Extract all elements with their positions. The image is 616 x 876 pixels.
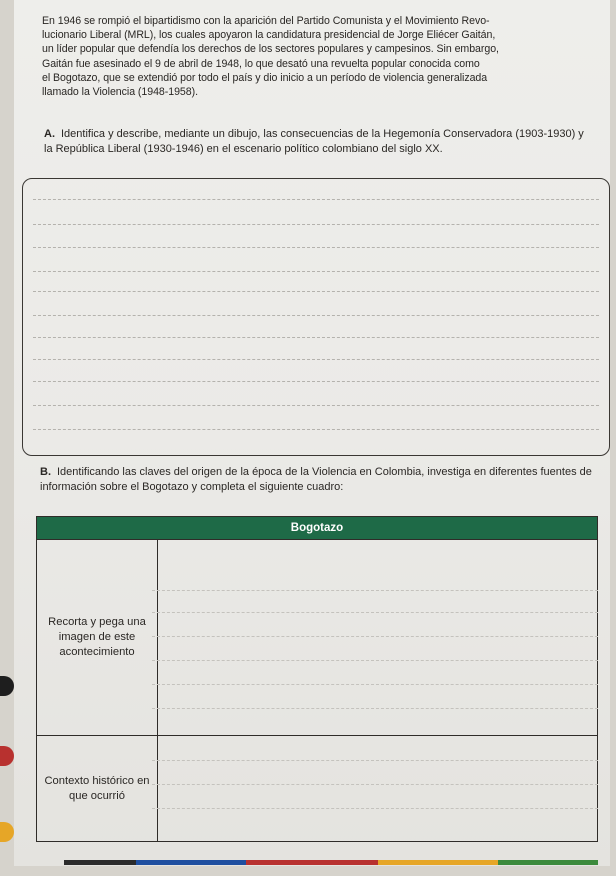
table-header: Bogotazo <box>37 517 598 540</box>
drawing-box[interactable] <box>22 178 610 456</box>
table-guide-line <box>152 784 598 785</box>
color-stripe-red <box>246 860 378 865</box>
answer-line <box>33 199 599 200</box>
color-stripe-blue <box>136 860 246 865</box>
question-b <box>40 465 600 495</box>
table-guide-line <box>152 636 598 637</box>
side-tab-red <box>0 746 14 766</box>
question-a-text: Identifica y describe, mediante un dibujo, las consecuencias de la Hegemonía Conservadora (1903-1930) y la República Liberal (1930-1946) en el escenario político colombiano del siglo XX. <box>44 128 584 155</box>
color-stripe-green <box>498 860 598 865</box>
image-cell[interactable] <box>158 540 598 736</box>
answer-line <box>33 224 599 225</box>
answer-line <box>33 291 599 292</box>
intro-line: el Bogotazo, que se extendió por todo el país y dio inicio a un período de violencia generalizada <box>42 71 488 84</box>
question-b-marker: B. <box>40 466 51 478</box>
table-guide-line <box>152 760 598 761</box>
color-stripe-yellow <box>378 860 498 865</box>
answer-line <box>33 405 599 406</box>
row-label-context: Contexto histórico en que ocurrió <box>37 736 158 842</box>
color-stripe-black <box>64 860 136 865</box>
answer-line <box>33 359 599 360</box>
intro-line: Gaitán fue asesinado el 9 de abril de 1948, lo que desató una revuelta popular conocida como <box>42 57 480 70</box>
question-a-marker: A. <box>44 128 55 140</box>
side-tab-black <box>0 676 14 696</box>
answer-line <box>33 429 599 430</box>
question-b-text: Identificando las claves del origen de la época de la Violencia en Colombia, investiga en diferentes fuentes de información sobre el Bogotazo y completa el siguiente cuadro: <box>40 466 592 493</box>
context-cell[interactable] <box>158 736 598 842</box>
question-a <box>44 127 592 157</box>
intro-line: llamado la Violencia (1948-1958). <box>42 86 198 99</box>
answer-line <box>33 381 599 382</box>
answer-line <box>33 315 599 316</box>
row-label-image: Recorta y pega una imagen de este acontecimiento <box>37 540 158 736</box>
bogotazo-table <box>36 516 598 842</box>
answer-line <box>33 271 599 272</box>
table-guide-line <box>152 612 598 613</box>
answer-line <box>33 247 599 248</box>
intro-line: En 1946 se rompió el bipartidismo con la aparición del Partido Comunista y el Movimiento Revo- <box>42 15 490 27</box>
table-guide-line <box>152 590 598 591</box>
answer-line <box>33 337 599 338</box>
intro-paragraph <box>42 14 582 99</box>
table-guide-line <box>152 708 598 709</box>
table-guide-line <box>152 660 598 661</box>
intro-line: lucionario Liberal (MRL), los cuales apoyaron la candidatura presidencial de Jorge Eliécer Gaitán, <box>42 29 496 42</box>
table-guide-line <box>152 684 598 685</box>
side-tab-yellow <box>0 822 14 842</box>
intro-line: un líder popular que defendía los derechos de los sectores populares y campesinos. Sin embargo, <box>42 43 499 56</box>
table-guide-line <box>152 808 598 809</box>
